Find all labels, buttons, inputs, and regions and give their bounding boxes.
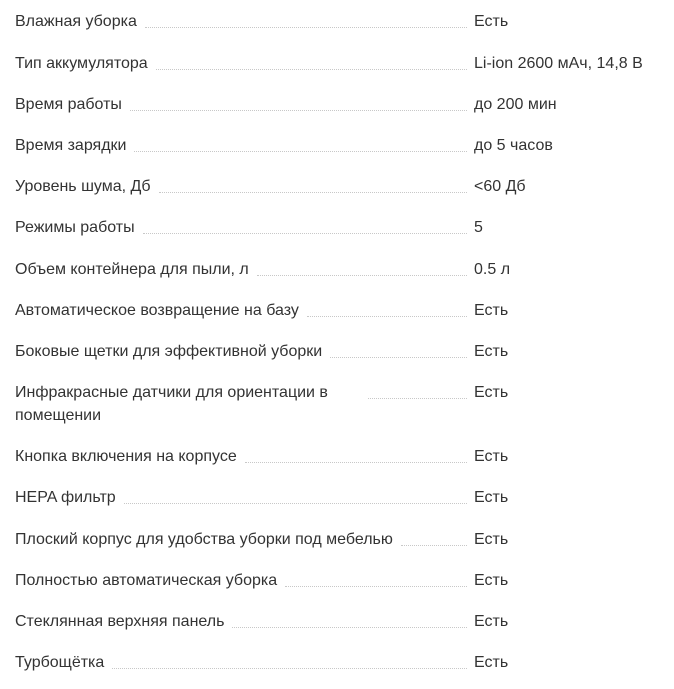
dotted-leader [112,668,467,669]
dotted-leader [145,27,467,28]
spec-row-dust-container [15,258,674,281]
dotted-leader [401,545,467,546]
spec-row-auto-return [15,299,674,322]
spec-value: Есть [474,654,509,671]
spec-row-battery-type [15,52,674,75]
spec-row-run-time [15,93,674,116]
spec-row-work-modes [15,216,674,239]
spec-row-power-button [15,445,674,468]
spec-row-hepa-filter [15,486,674,509]
spec-row-side-brushes [15,340,674,363]
spec-label: HEPA фильтр [15,489,116,506]
spec-label: Инфракрасные датчики для ориентации в помещении [15,384,328,424]
spec-value: <60 Дб [474,178,526,195]
dotted-leader [285,586,467,587]
dotted-leader [134,151,467,152]
dotted-leader [368,398,467,399]
spec-row-turbo-brush [15,651,674,674]
dotted-leader [143,233,467,234]
spec-label: Турбощётка [15,654,105,671]
dotted-leader [130,110,467,111]
spec-label: Боковые щетки для эффективной уборки [15,343,323,360]
spec-label: Время зарядки [15,137,127,154]
spec-value: до 5 часов [474,137,553,154]
spec-label: Плоский корпус для удобства уборки под мебелью [15,531,393,548]
spec-row-ir-sensors [15,381,674,427]
spec-label: Тип аккумулятора [15,55,148,72]
spec-value: Есть [474,343,509,360]
spec-row-noise-level [15,175,674,198]
spec-value: Есть [474,613,509,630]
spec-label: Полностью автоматическая уборка [15,572,278,589]
dotted-leader [257,275,467,276]
spec-label: Автоматическое возвращение на базу [15,302,299,319]
dotted-leader [245,462,467,463]
spec-label: Время работы [15,96,122,113]
spec-value: Есть [474,302,509,319]
spec-label: Стеклянная верхняя панель [15,613,225,630]
spec-value: Есть [474,572,509,589]
spec-row-charge-time [15,134,674,157]
spec-label: Кнопка включения на корпусе [15,448,237,465]
dotted-leader [307,316,467,317]
spec-row-glass-panel [15,610,674,633]
spec-label: Влажная уборка [15,13,137,30]
dotted-leader [124,503,467,504]
dotted-leader [232,627,467,628]
spec-value: Есть [474,13,509,30]
spec-label: Объем контейнера для пыли, л [15,261,249,278]
spec-row-flat-body [15,528,674,551]
spec-row-full-auto [15,569,674,592]
spec-value: Есть [474,448,509,465]
spec-value: 0.5 л [474,261,511,278]
spec-value: Есть [474,531,509,548]
spec-value: 5 [474,219,483,236]
spec-label: Режимы работы [15,219,135,236]
spec-row-wet-cleaning [15,10,674,33]
spec-value: до 200 мин [474,96,557,113]
dotted-leader [159,192,467,193]
spec-value: Есть [474,489,509,506]
spec-value: Li-ion 2600 мАч, 14,8 В [474,55,643,72]
dotted-leader [156,69,467,70]
spec-value: Есть [474,384,509,401]
dotted-leader [330,357,467,358]
spec-label: Уровень шума, Дб [15,178,151,195]
